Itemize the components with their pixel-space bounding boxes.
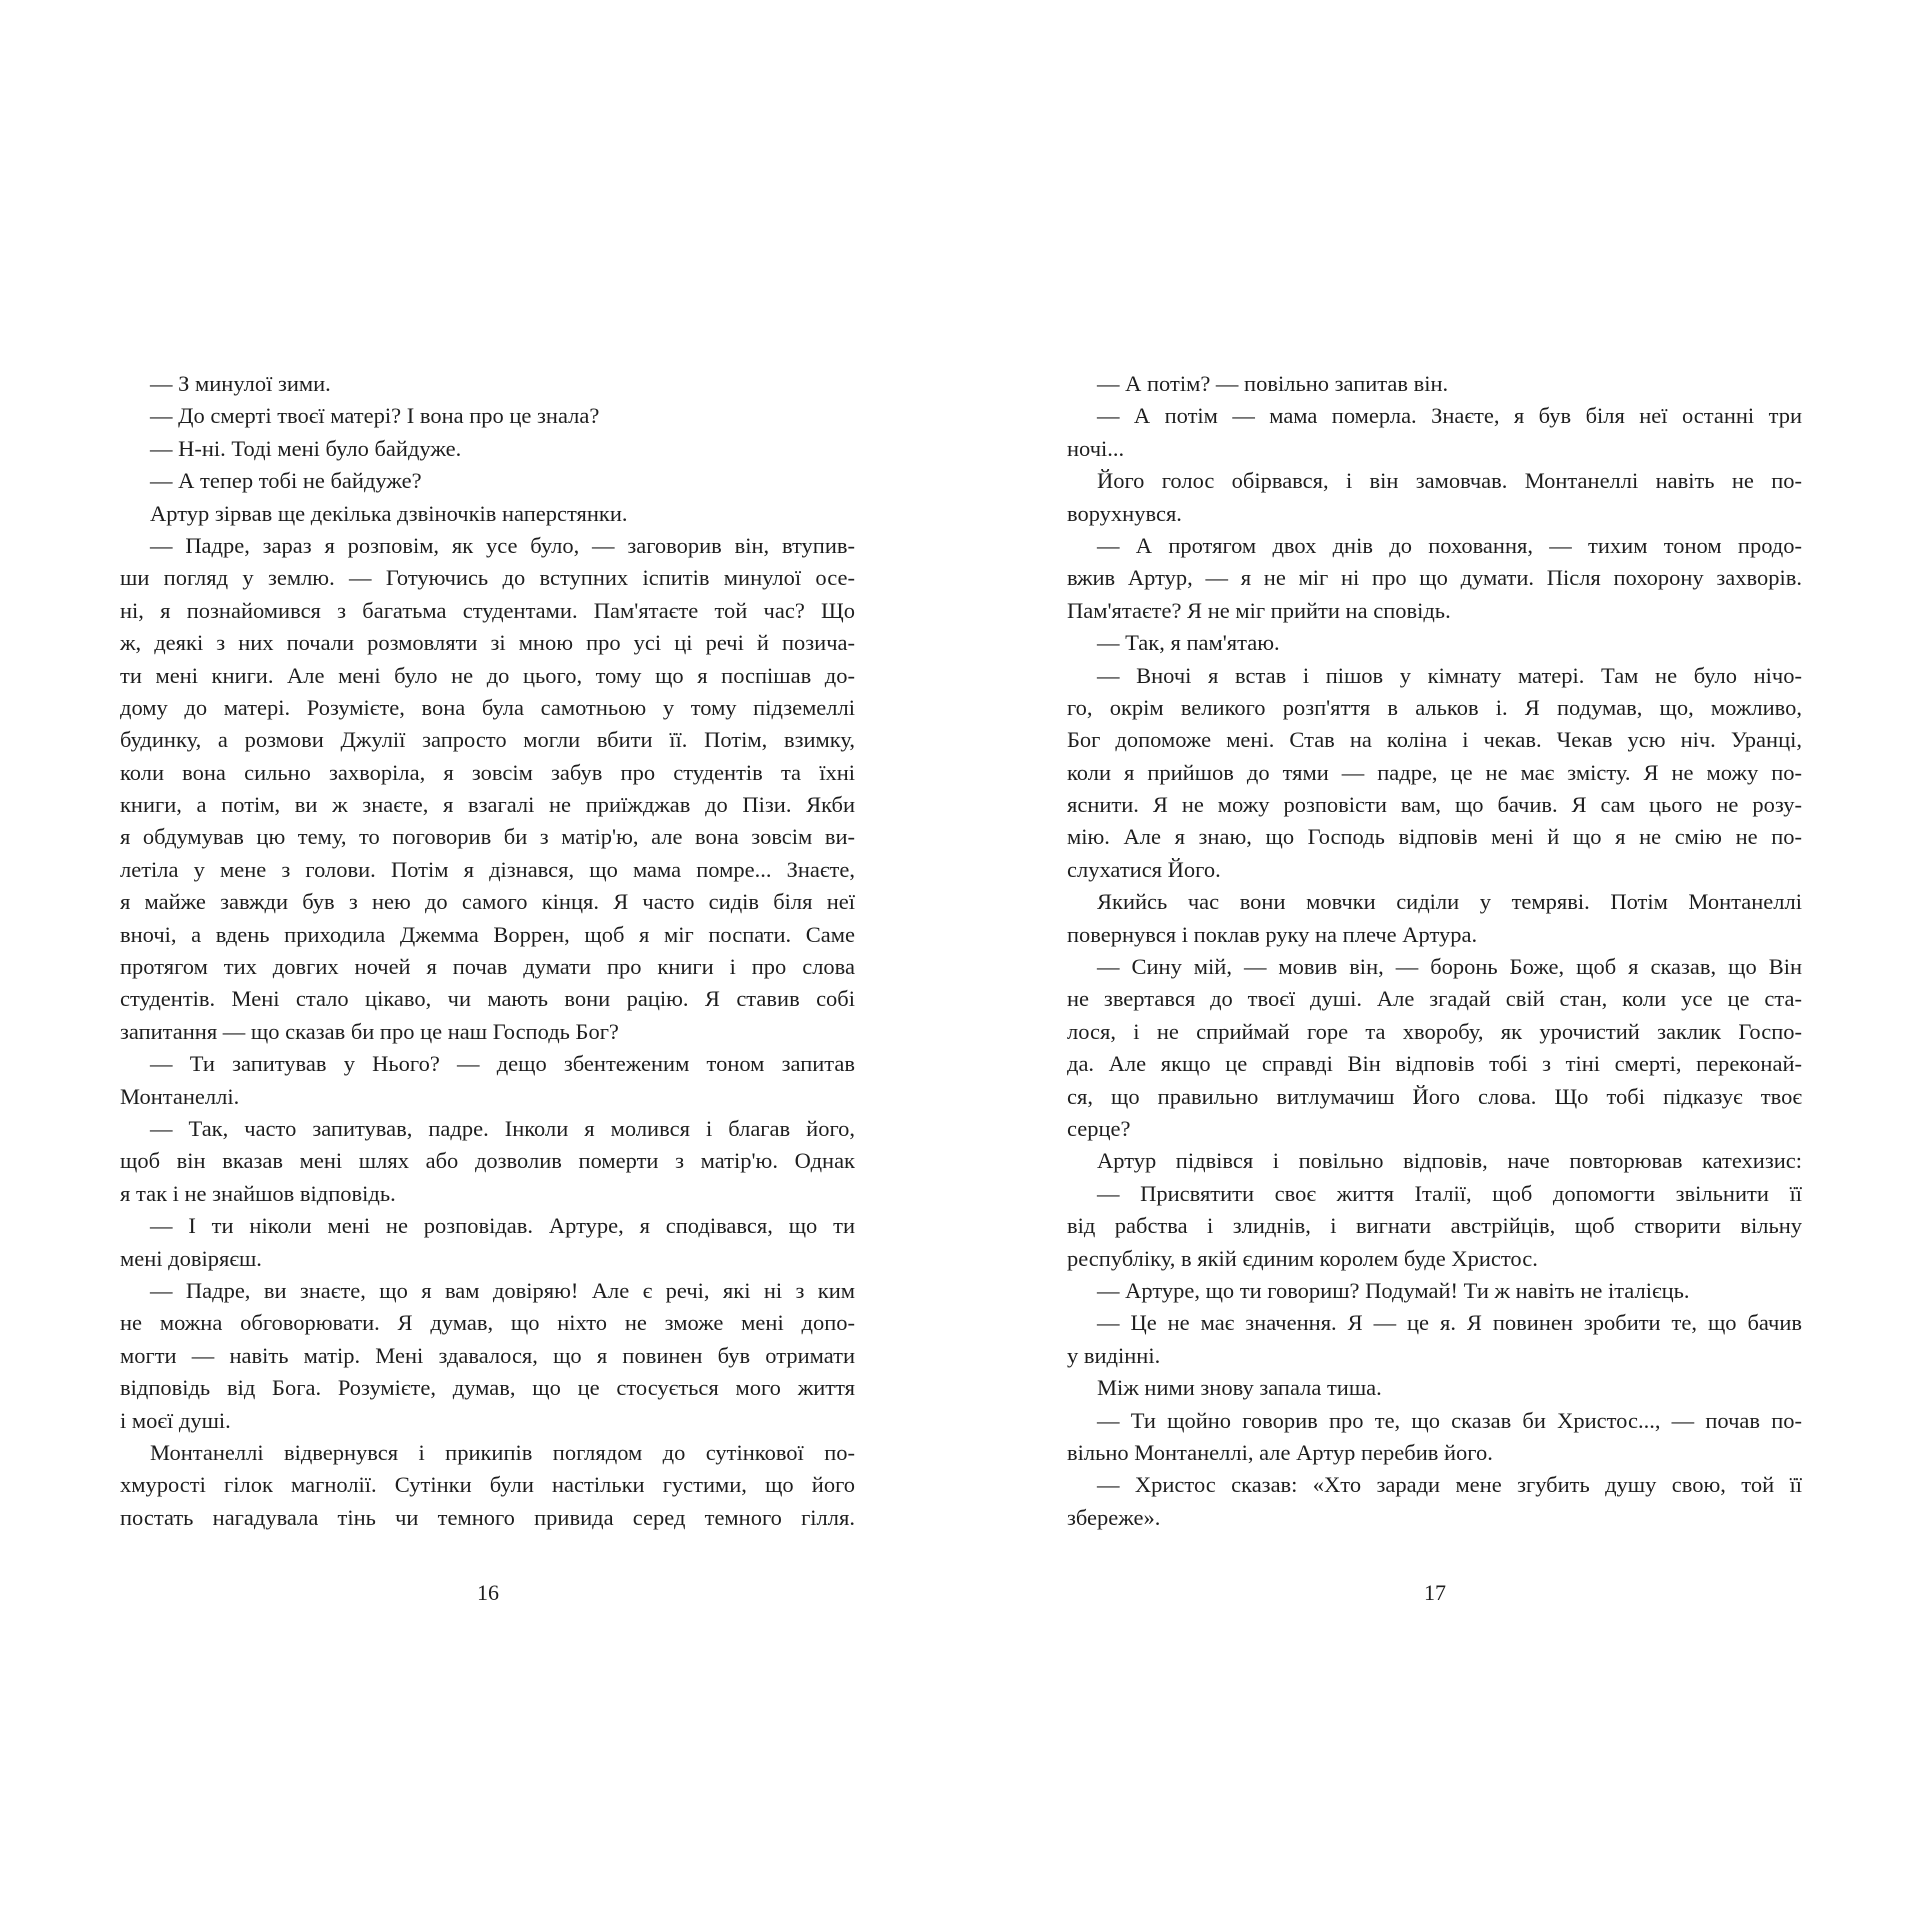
text-line: вжив Артур, — я не міг ні про що думати. Після похорону захворів. (1067, 565, 1802, 591)
text-line: — Сину мій, — мовив він, — боронь Боже, щоб я сказав, що Він (1097, 954, 1802, 980)
text-line: — Так, часто запитував, падре. Інколи я молився і благав його, (150, 1115, 855, 1141)
text-line: — Ти щойно говорив про те, що сказав би Христос..., — почав по- (1097, 1407, 1802, 1433)
text-line: яснити. Я не можу розповісти вам, що бачив. Я сам цього не розу- (1067, 792, 1802, 818)
text-line: вночі, а вдень приходила Джемма Воррен, щоб я міг поспати. Саме (120, 921, 855, 947)
text-line: лося, і не сприймай горе та хворобу, як урочистий заклик Госпо- (1067, 1018, 1802, 1044)
text-line: — Падре, ви знаєте, що я вам довіряю! Але є речі, які ні з ким (150, 1277, 855, 1303)
text-line: вільно Монтанеллі, але Артур перебив його. (1067, 1439, 1493, 1465)
text-line: відповідь від Бога. Розумієте, думав, що це стосується мого життя (120, 1375, 855, 1401)
text-line: — Вночі я встав і пішов у кімнату матері. Там не було нічо- (1097, 662, 1802, 688)
text-line: я так і не знайшов відповідь. (120, 1180, 396, 1206)
text-line: книги, а потім, ви ж знаєте, я взагалі не приїжджав до Пізи. Якби (120, 792, 855, 818)
text-line: — Артуре, що ти говориш? Подумай! Ти ж навіть не італієць. (1097, 1277, 1690, 1303)
text-line: — Присвятити своє життя Італії, щоб допомогти звільнити її (1097, 1180, 1802, 1206)
text-line: ворухнувся. (1067, 500, 1182, 526)
text-line: — А потім — мама померла. Знаєте, я був біля неї останні три (1097, 403, 1802, 429)
text-line: — До смерті твоєї матері? І вона про це знала? (150, 403, 600, 429)
text-line: мені довіряєш. (120, 1245, 262, 1271)
text-line: мію. Але я знаю, що Господь відповів мені й що я не смію не по- (1067, 824, 1802, 850)
text-line: я обдумував цю тему, то поговорив би з матір'ю, але вона зовсім ви- (120, 824, 855, 850)
text-line: ночі... (1067, 435, 1125, 461)
text-line: — Н-ні. Тоді мені було байдуже. (150, 435, 462, 461)
text-line: Якийсь час вони мовчки сиділи у темряві. Потім Монтанеллі (1097, 889, 1802, 915)
text-line: Його голос обірвався, і він замовчав. Монтанеллі навіть не по- (1097, 468, 1802, 494)
text-line: щоб він вказав мені шлях або дозволив померти з матір'ю. Однак (120, 1148, 855, 1174)
text-line: ні, я познайомився з багатьма студентами. Пам'ятаєте той час? Що (120, 597, 855, 623)
text-line: дому до матері. Розумієте, вона була самотньою у тому підземеллі (120, 694, 855, 720)
text-line: летіла у мене з голови. Потім я дізнався, що мама помре... Знаєте, (120, 856, 855, 882)
text-line: від рабства і злиднів, і вигнати австрійців, щоб створити вільну (1067, 1213, 1802, 1239)
text-line: Між ними знову запала тиша. (1097, 1375, 1382, 1401)
text-line: коли вона сильно захворіла, я зовсім забув про студентів та їхні (120, 759, 855, 785)
text-line: слухатися Його. (1067, 856, 1221, 882)
text-line: — Так, я пам'ятаю. (1097, 630, 1280, 656)
text-line: Пам'ятаєте? Я не міг прийти на сповідь. (1067, 597, 1451, 623)
text-line: — Це не має значення. Я — це я. Я повинен зробити те, що бачив (1097, 1310, 1802, 1336)
text-line: коли я прийшов до тями — падре, це не має змісту. Я не можу по- (1067, 759, 1802, 785)
text-line: не можна обговорювати. Я думав, що ніхто не зможе мені допо- (120, 1310, 855, 1336)
page-number-right: 17 (1424, 1580, 1446, 1605)
right-page (1067, 368, 1802, 1534)
text-line: Монтанеллі відвернувся і прикипів поглядом до сутінкової по- (150, 1439, 855, 1465)
text-line: хмурості гілок магнолії. Сутінки були настільки густими, що його (120, 1472, 855, 1498)
text-line: — З минулої зими. (150, 371, 331, 396)
text-line: ж, деякі з них почали розмовляти зі мною про усі ці речі й позича- (120, 630, 855, 656)
text-line: Артур зірвав ще декілька дзвіночків наперстянки. (150, 500, 628, 526)
text-line: Монтанеллі. (120, 1083, 240, 1109)
text-line: да. Але якщо це справді Він відповів тобі з тіні смерті, переконай- (1067, 1051, 1802, 1077)
text-line: повернувся і поклав руку на плече Артура. (1067, 921, 1478, 947)
text-line: республіку, в якій єдиним королем буде Христос. (1067, 1245, 1538, 1271)
text-line: збереже». (1067, 1504, 1161, 1530)
text-line: запитання — що сказав би про це наш Господь Бог? (120, 1018, 619, 1044)
text-line: студентів. Мені стало цікаво, чи мають вони рацію. Я ставив собі (120, 986, 855, 1012)
text-line: постать нагадувала тінь чи темного привида серед темного гілля. (120, 1504, 855, 1530)
text-line: Артур підвівся і повільно відповів, наче повторював катехизис: (1097, 1148, 1802, 1174)
text-line: у видінні. (1067, 1342, 1161, 1368)
text-line: не звертався до твоєї душі. Але згадай свій стан, коли усе це ста- (1067, 986, 1802, 1012)
text-line: ши погляд у землю. — Готуючись до вступних іспитів минулої осе- (120, 565, 855, 591)
text-line: могти — навіть матір. Мені здавалося, що я повинен був отримати (120, 1342, 855, 1368)
text-line: ся, що правильно витлумачиш Його слова. Що тобі підказує твоє (1067, 1083, 1802, 1109)
text-line: серце? (1067, 1115, 1131, 1141)
text-line: — І ти ніколи мені не розповідав. Артуре, я сподівався, що ти (150, 1213, 855, 1239)
text-line: — Падре, зараз я розповім, як усе було, — заговорив він, втупив- (150, 532, 855, 558)
text-line: го, окрім великого розп'яття в альков і. Я подумав, що, можливо, (1067, 694, 1802, 720)
text-line: ти мені книги. Але мені було не до цього, тому що я поспішав до- (120, 662, 855, 688)
page-number-left: 16 (477, 1580, 499, 1605)
text-line: і моєї душі. (120, 1407, 231, 1433)
text-line: будинку, а розмови Джулії запросто могли вбити її. Потім, взимку, (120, 727, 855, 753)
text-line: — Христос сказав: «Хто заради мене згубить душу свою, той її (1097, 1472, 1802, 1498)
left-page (120, 368, 855, 1534)
text-line: я майже завжди був з нею до самого кінця. Я часто сидів біля неї (120, 889, 855, 915)
text-line: — А потім? — повільно запитав він. (1097, 371, 1449, 396)
text-line: протягом тих довгих ночей я почав думати про книги і про слова (120, 954, 855, 980)
text-line: Бог допоможе мені. Став на коліна і чекав. Чекав усю ніч. Уранці, (1067, 727, 1802, 753)
text-line: — А тепер тобі не байдуже? (150, 468, 422, 494)
text-line: — А протягом двох днів до поховання, — тихим тоном продо- (1097, 532, 1802, 558)
text-line: — Ти запитував у Нього? — дещо збентеженим тоном запитав (150, 1051, 855, 1077)
